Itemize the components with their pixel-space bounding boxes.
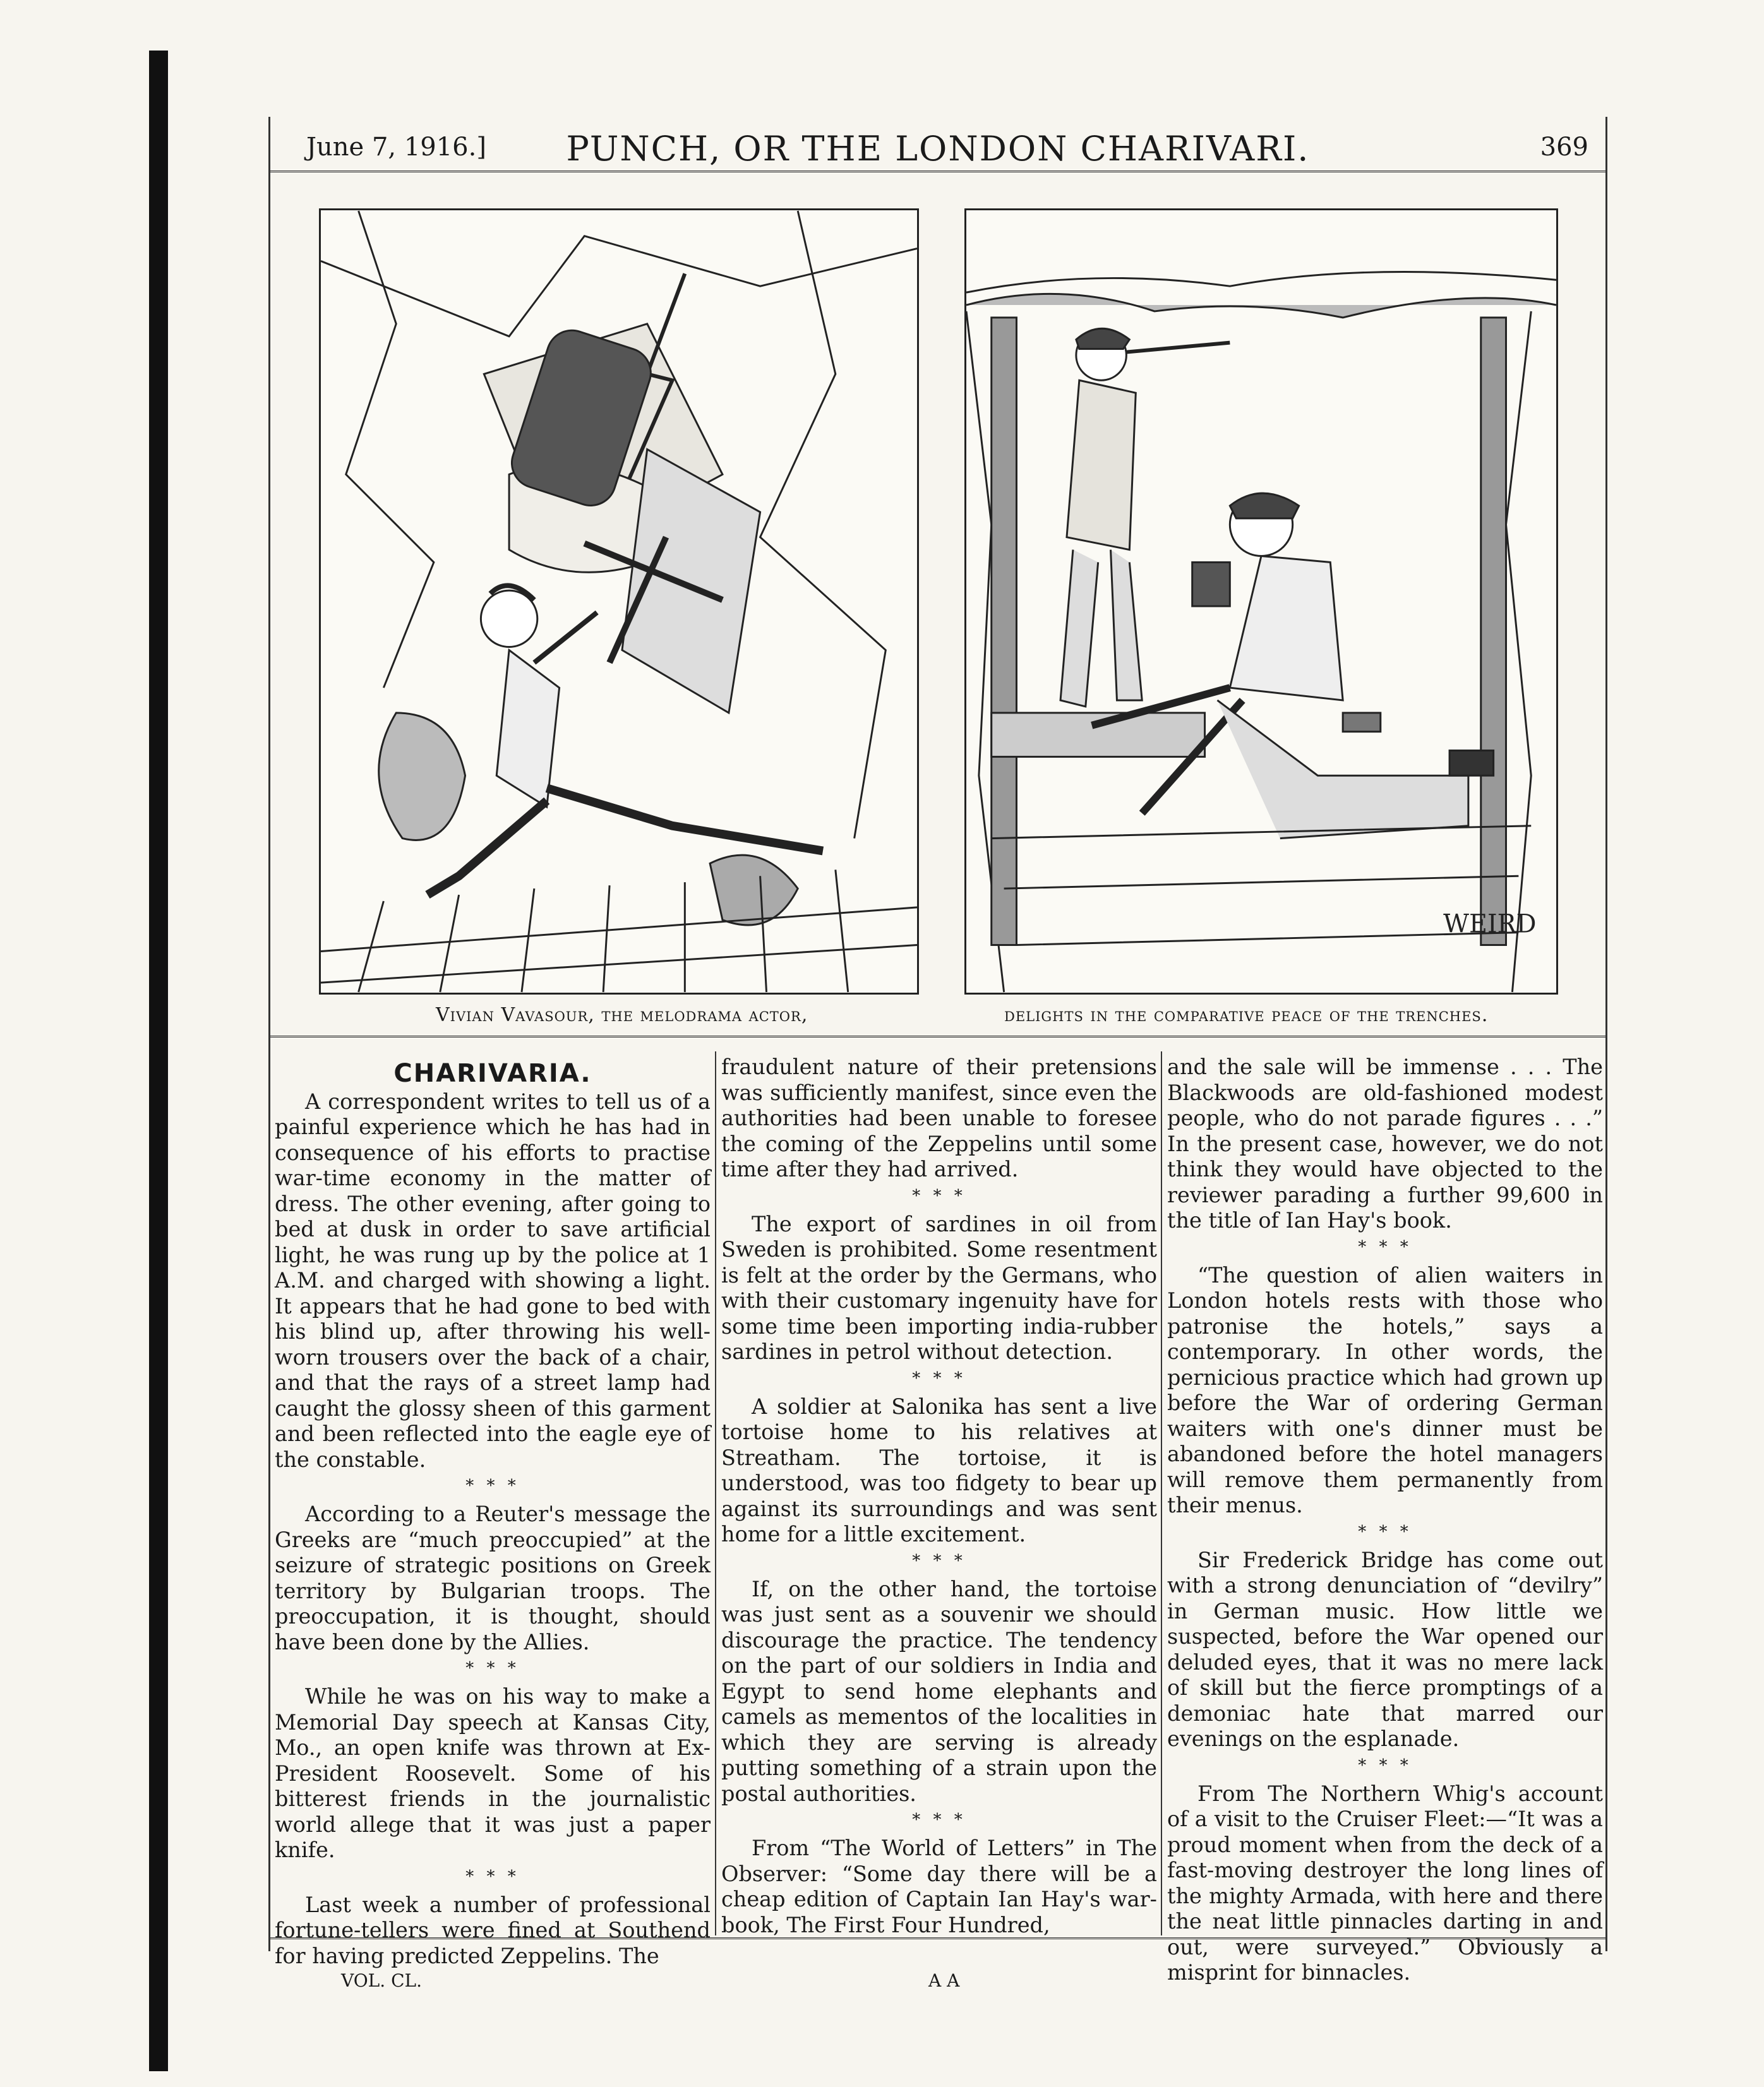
section-separator: * * * [465, 1867, 520, 1886]
illustration-actor [319, 208, 919, 995]
page-header [268, 126, 1607, 170]
paragraph: The export of sardines in oil from Sweden is prohibited. Some resentment is felt at the order by the Germans, who with their customary ingenuity have for some time been importing india-rubber sardines in petrol without detection. [721, 1211, 1157, 1364]
section-separator: * * * [912, 1810, 966, 1829]
paragraph: Sir Frederick Bridge has come out with a strong denunciation of “devilry” in German music. How little we suspected, before the War opened our deluded eyes, that it was no mere lack of skill but the fierce promptings of a demoniac hate that marred our evenings on the esplanade. [1167, 1547, 1603, 1751]
caption-rule [268, 1036, 1607, 1038]
trench-drawing [966, 210, 1556, 993]
illustration-trench [964, 208, 1558, 995]
caption-left: Vivian Vavasour, the melodrama actor, [436, 1004, 808, 1026]
column-separator [1161, 1051, 1162, 1935]
actor-drawing [321, 210, 917, 993]
volume-label: VOL. CL. [341, 1970, 422, 1991]
paragraph: Last week a number of professional fortune-tellers were fined at Southend for having predicted Zeppelins. The [275, 1892, 711, 1968]
section-separator: * * * [1358, 1522, 1412, 1541]
artist-signature: WEIRD [1443, 909, 1537, 939]
paragraph: and the sale will be immense . . . The Blackwoods are old-fashioned modest people, who do not parade figures . . .” In the present case, however, we do not think they would have objected to the reviewer parading a further 99,600 in the title of Ian Hay's book. [1167, 1055, 1603, 1233]
section-separator: * * * [465, 1476, 520, 1495]
header-rule [268, 170, 1607, 172]
page-number: 369 [1540, 133, 1588, 162]
header-title: PUNCH, OR THE LONDON CHARIVARI. [566, 129, 1310, 169]
section-separator: * * * [912, 1551, 966, 1570]
article-column-1 [275, 1055, 711, 1968]
section-separator: * * * [465, 1659, 520, 1678]
paragraph: “The question of alien waiters in London hotels rests with those who patronise the hotels,” says a contemporary. In other words, the pernicious practice which had grown up before the War of ordering German waiters with one's dinner must be abandoned before the hotel managers will remove them permanently from their menus. [1167, 1262, 1603, 1517]
paragraph: While he was on his way to make a Memorial Day speech at Kansas City, Mo., an open knife was thrown at Ex-President Roosevelt. Some of his bitterest friends in the journalistic world allege that it was just a paper knife. [275, 1684, 711, 1862]
section-separator: * * * [912, 1368, 966, 1388]
header-date: June 7, 1916.] [306, 133, 486, 162]
paragraph: From The Northern Whig's account of a visit to the Cruiser Fleet:—“It was a proud moment when from the deck of a fast-moving destroyer the long lines of the mighty Armada, with here and there the neat little pinnacles darting in and out, were surveyed.” Obviously a misprint for binnacles. [1167, 1781, 1603, 1985]
section-separator: * * * [1358, 1237, 1412, 1257]
binding-edge [149, 51, 168, 2071]
paragraph: A correspondent writes to tell us of a painful experience which he has had in consequence of his efforts to practise war-time economy in the matter of dress. The other evening, after going to bed at dusk in order to save artificial light, he was rung up by the police at 1 A.M. and charged with showing a light. It appears that he had gone to bed with his blind up, after throwing his well-worn trousers over the back of a chair, and that the rays of a street lamp had caught the glossy sheen of this garment and been reflected into the eagle eye of the constable. [275, 1089, 711, 1472]
article-column-2 [721, 1055, 1157, 1935]
paragraph: A soldier at Salonika has sent a live tortoise home to his relatives at Streatham. The tortoise, it is understood, was too fidgety to bear up against its surroundings and was sent home for a little excitement. [721, 1394, 1157, 1546]
column-separator [715, 1051, 716, 1935]
paragraph: According to a Reuter's message the Greeks are “much preoccupied” at the seizure of strategic positions on Greek territory by Bulgarian troops. The preoccupation, it is thought, should have been done by the Allies. [275, 1502, 711, 1654]
signature-mark: A A [928, 1970, 960, 1991]
paragraph: If, on the other hand, the tortoise was just sent as a souvenir we should discourage the practice. The tendency on the part of our soldiers in India and Egypt to send home elephants and camels as mementos of the localities in which they are serving is already putting something of a strain upon the postal authorities. [721, 1576, 1157, 1806]
footer-rule [268, 1937, 1607, 1939]
section-separator: * * * [1358, 1755, 1412, 1775]
paragraph: From “The World of Letters” in The Observer: “Some day there will be a cheap edition of Captain Ian Hay's war-book, The First Four Hundred, [721, 1836, 1157, 1937]
paragraph: fraudulent nature of their pretensions was sufficiently manifest, since even the authorities had been unable to foresee the coming of the Zeppelins until some time after they had arrived. [721, 1055, 1157, 1181]
article-column-3 [1167, 1055, 1603, 1985]
caption-right: delights in the comparative peace of the trenches. [1004, 1004, 1489, 1026]
section-separator: * * * [912, 1186, 966, 1205]
article-heading: CHARIVARIA. [393, 1059, 592, 1088]
